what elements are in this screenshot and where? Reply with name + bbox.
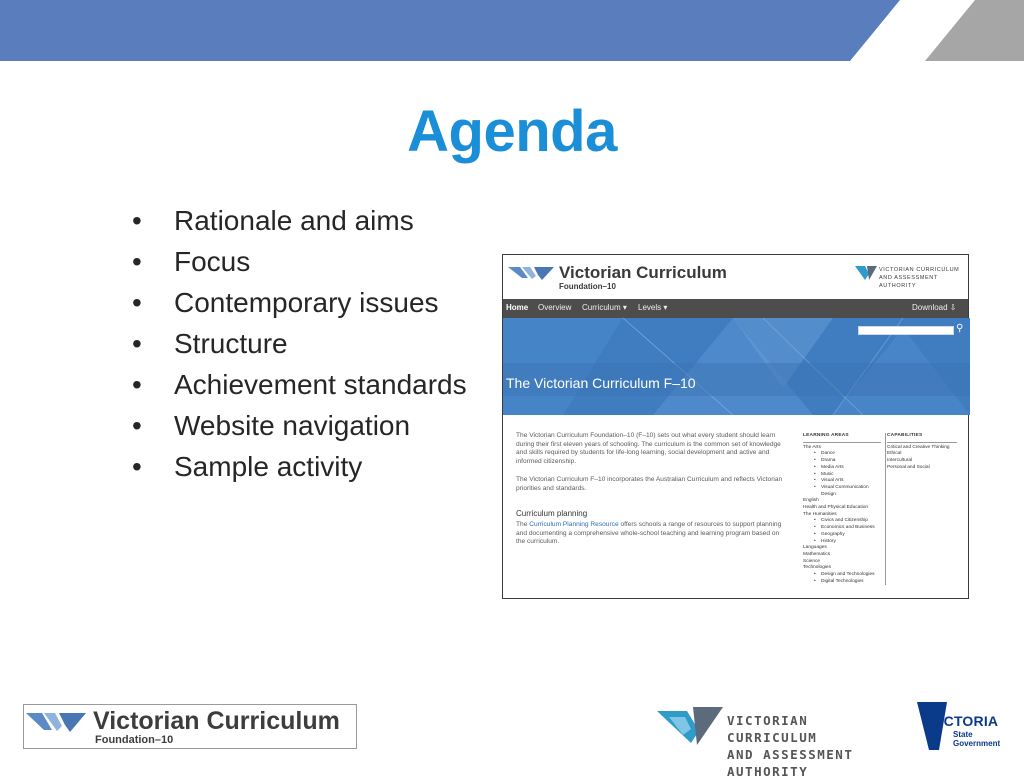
agenda-item-text: Rationale and aims xyxy=(174,205,414,236)
learning-area-sublink[interactable]: • History xyxy=(803,539,881,546)
learning-area-sublink[interactable]: • Media Arts xyxy=(803,465,881,472)
agenda-item-text: Sample activity xyxy=(174,451,363,482)
footer-victoria-subtitle xyxy=(953,730,1000,748)
agenda-item-text: Contemporary issues xyxy=(174,287,439,318)
website-logo-title: Victorian Curriculum xyxy=(559,263,727,282)
learning-area-sublink[interactable]: • Visual Arts xyxy=(803,478,881,485)
footer-vcaa-name xyxy=(727,712,897,780)
website-logo-subtitle: Foundation–10 xyxy=(559,282,616,291)
website-planning-paragraph xyxy=(516,521,788,547)
website-hero-banner xyxy=(503,318,968,415)
bullet-glyph: • xyxy=(132,205,142,236)
learning-area-sublink[interactable]: • Visual Communication xyxy=(803,485,881,492)
footer-victoria-name: VICTORIA xyxy=(930,713,999,729)
capabilities-heading: CAPABILITIES xyxy=(887,433,957,443)
website-authority-name xyxy=(879,266,969,290)
learning-area-sublink[interactable]: • Design and Technologies xyxy=(803,572,881,579)
agenda-item-text: Focus xyxy=(174,246,251,277)
learning-areas-list xyxy=(803,433,881,585)
learning-area-link[interactable]: The Arts xyxy=(803,444,821,450)
bullet-glyph: • xyxy=(132,246,142,277)
capability-link[interactable]: Personal and Social xyxy=(887,464,930,470)
sidebar-divider xyxy=(885,433,886,585)
bullet-glyph: • xyxy=(132,451,142,482)
capability-link[interactable]: Intercultural xyxy=(887,458,913,464)
bullet-glyph: • xyxy=(132,410,142,441)
learning-area-link[interactable]: English xyxy=(803,498,819,504)
footer-vc-title: Victorian Curriculum xyxy=(93,707,340,735)
footer-victorian-curriculum-logo xyxy=(23,704,357,749)
banner-blue-band xyxy=(0,0,900,61)
website-header xyxy=(503,255,968,299)
vcaa-logo-icon xyxy=(855,264,877,282)
top-banner xyxy=(0,0,1024,61)
vcaa-logo-icon xyxy=(657,705,723,747)
learning-area-sublink[interactable]: • Digital Technologies xyxy=(803,579,881,586)
capabilities-list xyxy=(887,433,957,472)
learning-areas-heading: LEARNING AREAS xyxy=(803,433,881,443)
nav-levels-menu[interactable]: Levels ▾ xyxy=(638,303,668,312)
learning-area-link[interactable]: Technologies xyxy=(803,565,832,571)
nav-home-link[interactable]: Home xyxy=(506,303,529,312)
curriculum-planning-resource-link[interactable]: Curriculum Planning Resource xyxy=(529,521,619,528)
bullet-glyph: • xyxy=(132,328,142,359)
agenda-item-text: Achievement standards xyxy=(174,369,467,400)
learning-area-link[interactable]: Mathematics xyxy=(803,551,831,557)
agenda-item-text: Structure xyxy=(174,328,288,359)
website-hero-title: The Victorian Curriculum F–10 xyxy=(506,375,696,391)
learning-area-sublink[interactable]: Design xyxy=(821,491,836,497)
learning-area-sublink[interactable]: • Music xyxy=(803,472,881,479)
footer-vic-sub-line2: Government xyxy=(953,739,1001,748)
nav-overview-link[interactable]: Overview xyxy=(538,303,572,312)
learning-area-link[interactable]: Health and Physical Education xyxy=(803,505,869,511)
website-authority-line1: VICTORIAN CURRICULUM xyxy=(879,267,960,273)
website-content xyxy=(503,415,968,599)
learning-area-sublink[interactable]: • Economics and Business xyxy=(803,525,881,532)
planning-text-post: offers schools a range of resources to support planning and documenting a comprehensive whole-school teaching and learning program based on the curriculum. xyxy=(516,521,782,546)
footer-vic-sub-line1: State xyxy=(953,730,973,739)
website-planning-heading: Curriculum planning xyxy=(516,509,588,518)
slide-title: Agenda xyxy=(407,99,617,164)
nav-curriculum-menu[interactable]: Curriculum ▾ xyxy=(582,303,627,312)
learning-area-sublink[interactable]: • Dance xyxy=(803,451,881,458)
learning-area-link[interactable]: Science xyxy=(803,558,821,564)
footer-vcaa-line1: VICTORIAN CURRICULUM xyxy=(727,713,818,745)
victorian-curriculum-logo-icon xyxy=(508,264,556,282)
bullet-glyph: • xyxy=(132,287,142,318)
victorian-curriculum-logo-icon xyxy=(26,710,88,734)
capability-link[interactable]: Critical and Creative Thinking xyxy=(887,444,950,450)
bullet-glyph: • xyxy=(132,369,142,400)
capability-link[interactable]: Ethical xyxy=(887,451,902,457)
planning-text-pre: The xyxy=(516,521,530,528)
learning-areas-items xyxy=(803,445,881,586)
website-screenshot xyxy=(502,254,969,599)
search-icon[interactable]: ⚲ xyxy=(956,323,964,334)
footer-vcaa-line2: AND ASSESSMENT AUTHORITY xyxy=(727,747,854,779)
learning-area-link[interactable]: The Humanities xyxy=(803,511,837,517)
learning-area-sublink[interactable]: • Civics and Citizenship xyxy=(803,518,881,525)
nav-download-link[interactable]: Download ⇩ xyxy=(912,303,957,312)
website-second-paragraph: The Victorian Curriculum F–10 incorporates the Australian Curriculum and reflects Victorian priorities and standards. xyxy=(516,476,783,492)
website-intro-paragraph: The Victorian Curriculum Foundation–10 (F–10) sets out what every student should learn during their first eleven years of schooling. The curriculum is the common set of knowledge and skills required by students for life-long learning, social development and active and informed citizenship. xyxy=(516,432,781,466)
learning-area-sublink[interactable]: • Drama xyxy=(803,458,881,465)
learning-area-sublink[interactable]: • Geography xyxy=(803,532,881,539)
footer-vc-subtitle: Foundation–10 xyxy=(95,734,174,746)
agenda-item-text: Website navigation xyxy=(174,410,411,441)
learning-area-link[interactable]: Languages xyxy=(803,545,827,551)
website-nav-bar xyxy=(503,299,968,318)
website-authority-line2: AND ASSESSMENT AUTHORITY xyxy=(879,275,938,289)
website-search-input[interactable] xyxy=(858,326,954,335)
